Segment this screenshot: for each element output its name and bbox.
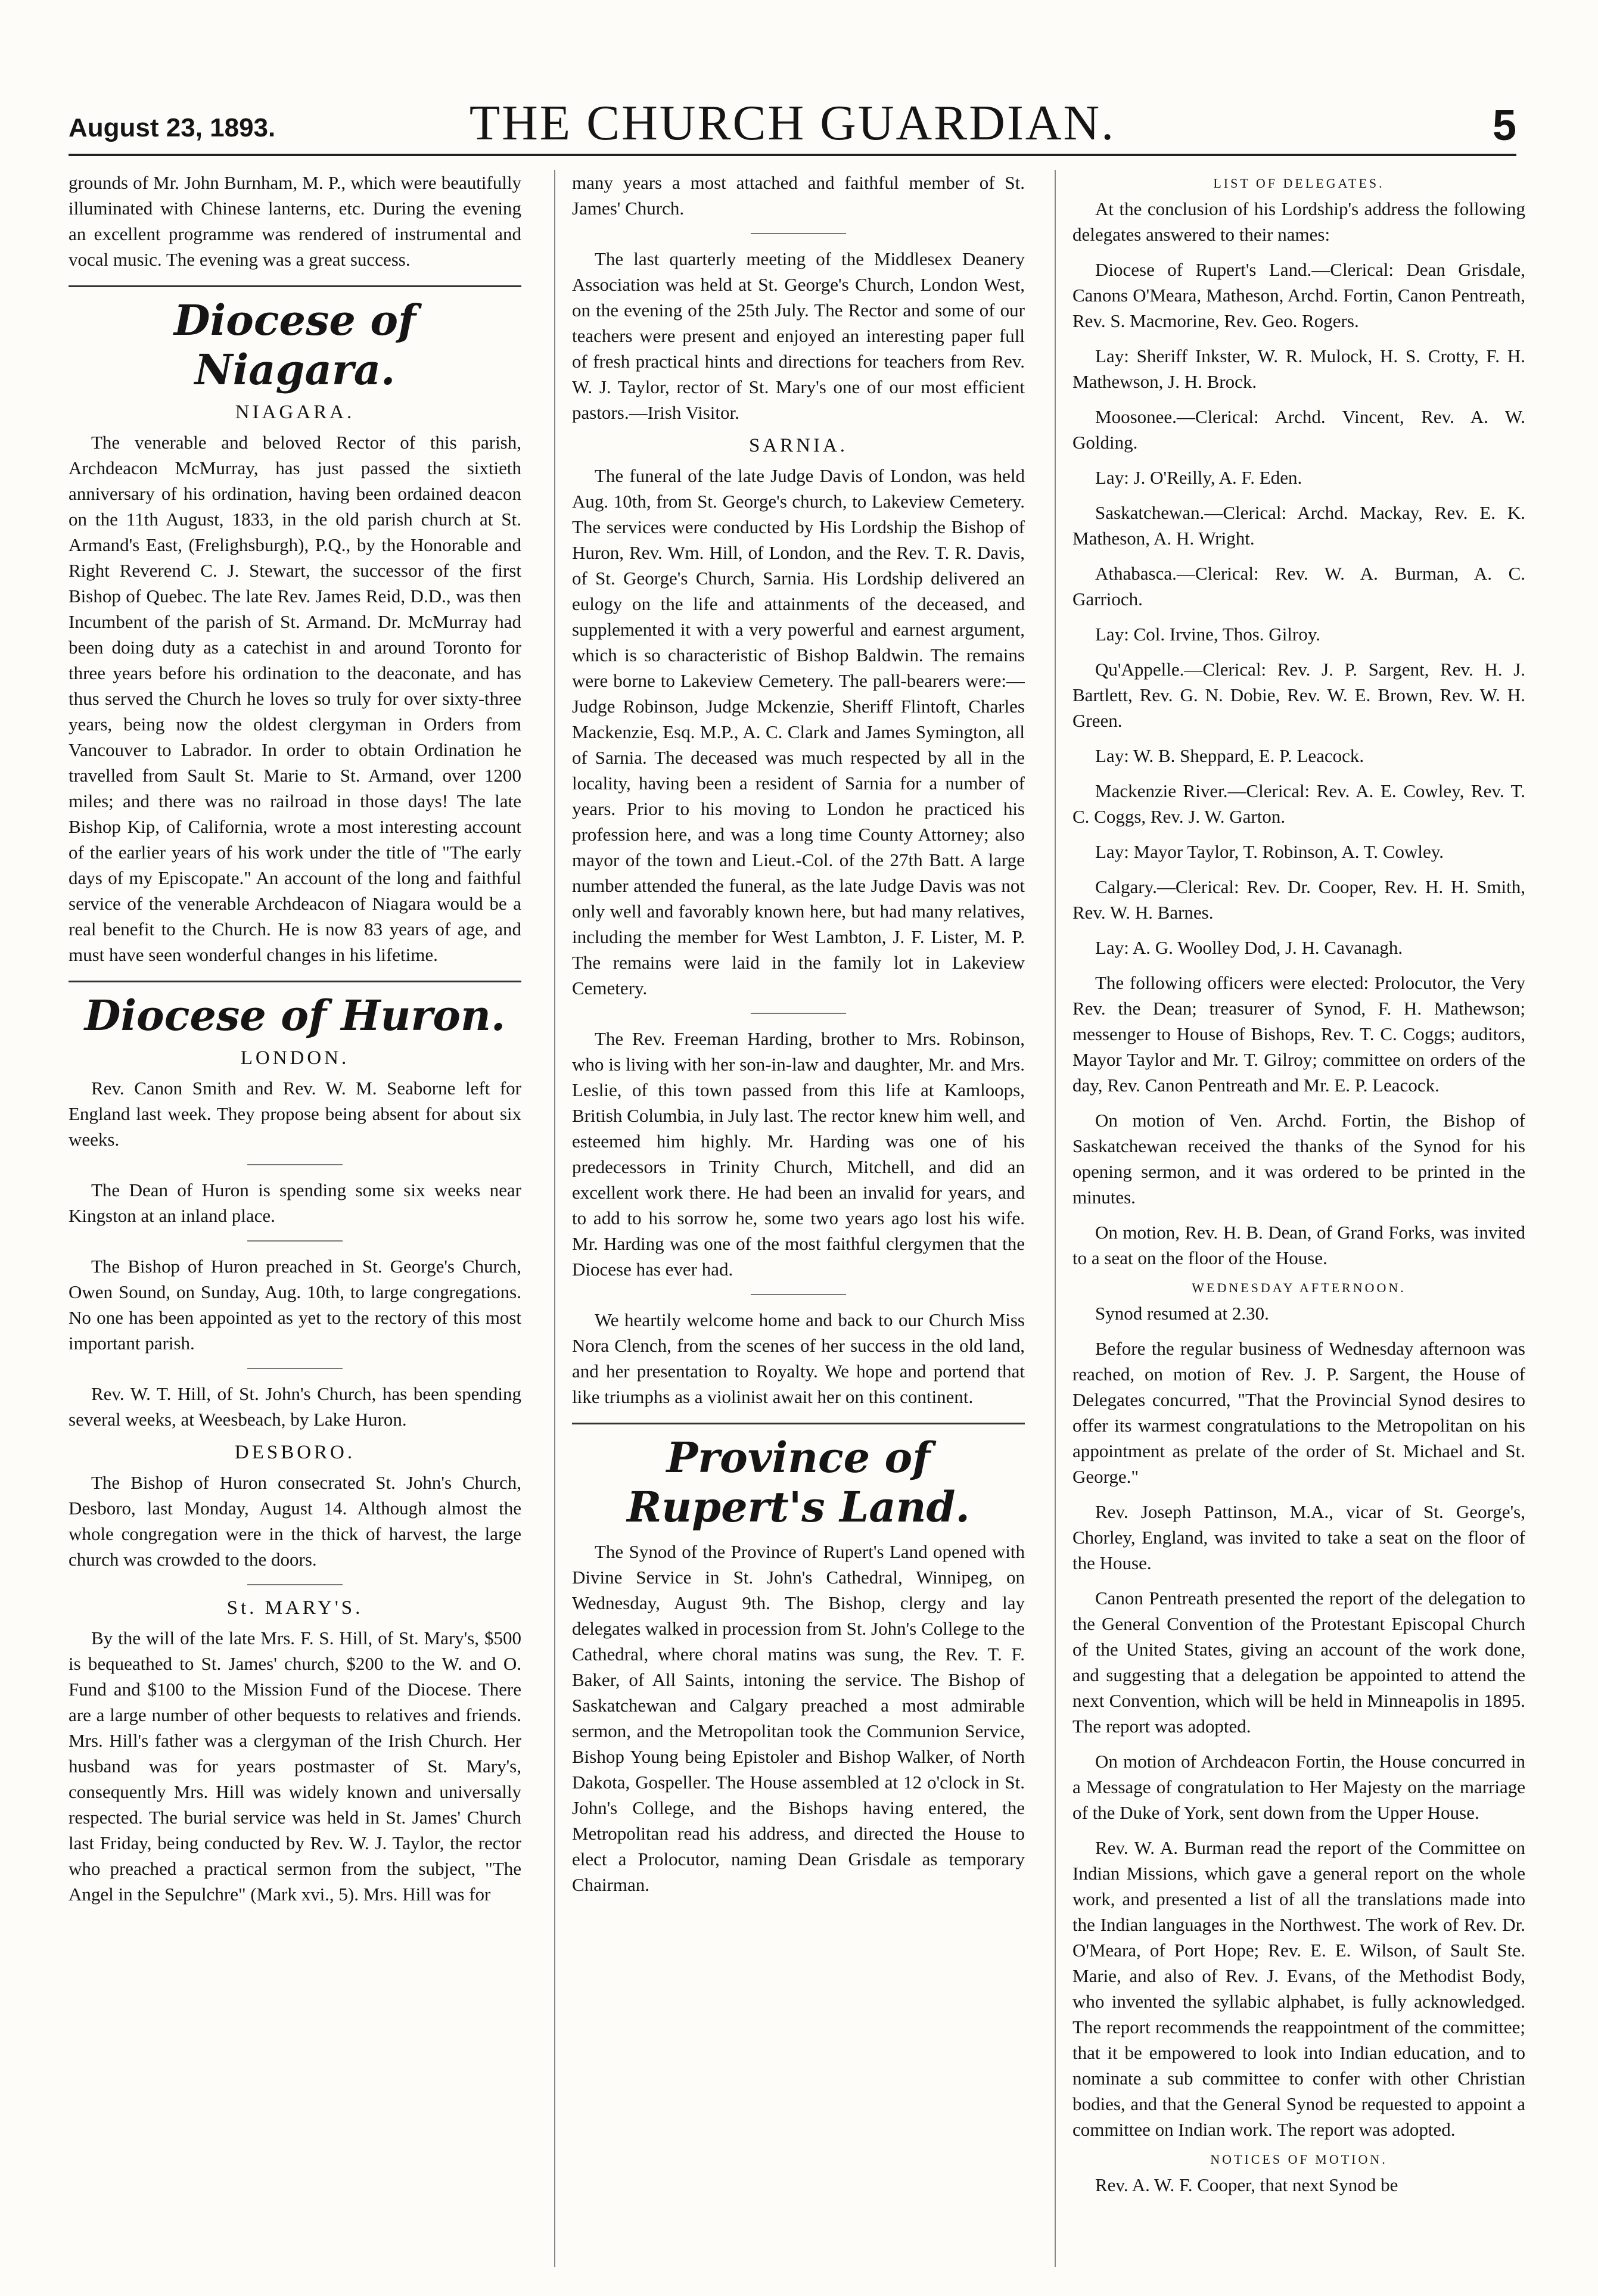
paragraph: Calgary.—Clerical: Rev. Dr. Cooper, Rev. H. H. Smith, Rev. W. H. Barnes.	[1072, 876, 1525, 923]
paragraph: The following officers were elected: Prolocutor, the Very Rev. the Dean; treasurer of Synod, F. H. Mathewson; messenger to House of Bishops, Rev. T. C. Coggs; auditors, Mayor Taylor and Mr. T. Gilroy; committee on orders of the day, Rev. Canon Pentreath and Mr. E. P. Leacock.	[1072, 972, 1525, 1096]
column-rule	[554, 170, 555, 2267]
separator	[751, 1013, 846, 1014]
paragraph: Athabasca.—Clerical: Rev. W. A. Burman, A. C. Garrioch.	[1072, 563, 1525, 609]
paragraph: Qu'Appelle.—Clerical: Rev. J. P. Sargent, Rev. H. J. Bartlett, Rev. G. N. Dobie, Rev. W. E. Brown, Rev. W. H. Green.	[1072, 659, 1525, 731]
paragraph: Before the regular business of Wednesday afternoon was reached, on motion of Rev. J. P. Sargent, the House of Delegates concurred, "That the Provincial Synod desires to offer its warmest congratulations to the Metropolitan on his appointment as prelate of the order of St. Michael and St. George."	[1072, 1338, 1525, 1487]
paragraph: Lay: Mayor Taylor, T. Robinson, A. T. Cowley.	[1095, 841, 1444, 862]
place-heading: St. MARY'S.	[226, 1597, 363, 1619]
paragraph: Synod resumed at 2.30.	[1095, 1303, 1269, 1324]
section-heading: Province of Rupert's Land.	[572, 1423, 1025, 1532]
paragraph: The venerable and beloved Rector of this parish, Archdeacon McMurray, has just passed the sixtieth anniversary of his ordination, having been ordained deacon on the 11th August, 1833, in the old parish church at St. Armand's East, (Frelighsburgh), P.Q., by the Honorable and Right Reverend C. J. Stewart, the successor of the first Bishop of Quebec. The late Rev. James Reid, D.D., was then Incumbent of the parish of St. Armand. Dr. McMurray had been doing duty as a catechist in and around Toronto for three years before his ordination to the deaconate, and has thus served the Church he loves so truly for over sixty-three years, being now the oldest clergyman in Orders from Vancouver to Labrador. In order to obtain Ordination he travelled from Sault St. Marie to St. Armand, over 1200 miles; and there was no railroad in those days! The late Bishop Kip, of California, wrote a most interesting account of the earlier years of his work under the title of "The early days of my Episcopate." An account of the long and faithful service of the venerable Archdeacon of Niagara would be a real benefit to the Church. He is now 83 years of age, and must have seen wonderful changes in his lifetime.	[69, 432, 521, 965]
paragraph: Lay: W. B. Sheppard, E. P. Leacock.	[1095, 745, 1364, 766]
paragraph: Rev. Joseph Pattinson, M.A., vicar of St. George's, Chorley, England, was invited to take a seat on the floor of the House.	[1072, 1501, 1525, 1573]
paragraph: Saskatchewan.—Clerical: Archd. Mackay, Rev. E. K. Matheson, A. H. Wright.	[1072, 502, 1525, 549]
column-1	[69, 170, 521, 2267]
masthead	[69, 83, 1516, 173]
issue-date: August 23, 1893.	[69, 113, 276, 142]
place-heading: NIAGARA.	[235, 402, 355, 423]
column-3	[1072, 170, 1525, 2267]
paragraph: grounds of Mr. John Burnham, M. P., which were beautifully illuminated with Chinese lanterns, etc. During the evening an excellent programme was rendered of instrumental and vocal music. The evening was a great success.	[69, 172, 521, 270]
place-heading: LONDON.	[240, 1047, 350, 1069]
paragraph: The funeral of the late Judge Davis of London, was held Aug. 10th, from St. George's church, to Lakeview Cemetery. The services were conducted by His Lordship the Bishop of Huron, Rev. Wm. Hill, of London, and the Rev. T. R. Davis, of St. George's Church, Sarnia. His Lordship delivered an eulogy on the life and attainments of the deceased, and supplemented it with a very powerful and earnest argument, which is so characteristic of Bishop Baldwin. The remains were borne to Lakeview Cemetery. The pall-bearers were:—Judge Robinson, Judge Mckenzie, Sheriff Flintoft, Charles Mackenzie, Esq. M.P., A. C. Clark and James Symington, all of Sarnia. The deceased was much respected by all in the locality, having been a resident of Sarnia for a number of years. Prior to his moving to London he practiced his profession here, and was a long time County Attorney; also mayor of the town and Lieut.-Col. of the 27th Batt. A large number attended the funeral, as the late Judge Davis was not only well and favorably known here, but had many relatives, including the member for West Lambton, J. F. Lister, M. P. The remains were laid in the family lot in Lakeview Cemetery.	[572, 465, 1025, 998]
paragraph: The last quarterly meeting of the Middlesex Deanery Association was held at St. George's Church, London West, on the evening of the 25th July. The Rector and some of our teachers were present and enjoyed an interesting paper full of fresh practical hints and directions for teachers from Rev. W. J. Taylor, rector of St. Mary's one of our most efficient pastors.—Irish Visitor.	[572, 248, 1025, 423]
paragraph: Lay: J. O'Reilly, A. F. Eden.	[1095, 467, 1302, 488]
place-heading: SARNIA.	[748, 435, 848, 456]
column-rule	[1055, 170, 1056, 2267]
paragraph: By the will of the late Mrs. F. S. Hill, of St. Mary's, $500 is bequeathed to St. James' church, $200 to the W. and O. Fund and $100 to the Mission Fund of the Diocese. There are a large number of other bequests to relatives and friends. Mrs. Hill's father was a clergyman of the Irish Church. Her husband was for years postmaster of St. Mary's, consequently Mrs. Hill was widely known and universally respected. The burial service was held in St. James' Church last Friday, being conducted by Rev. W. J. Taylor, the rector who preached a practical sermon from the subject, "The Angel in the Sepulchre" (Mark xvi., 5). Mrs. Hill was for	[69, 1628, 521, 1905]
paragraph: Canon Pentreath presented the report of the delegation to the General Convention of the Protestant Episcopal Church of the United States, giving an account of the work done, and suggesting that a delegation be appointed to attend the next Convention, which will be held in Minneapolis in 1895. The report was adopted.	[1072, 1588, 1525, 1737]
paragraph: The Bishop of Huron preached in St. George's Church, Owen Sound, on Sunday, Aug. 10th, to large congregations. No one has been appointed as yet to the rectory of this most important parish.	[69, 1256, 521, 1354]
newspaper-title: THE CHURCH GUARDIAN.	[469, 95, 1116, 151]
paragraph: We heartily welcome home and back to our Church Miss Nora Clench, from the scenes of her success in the old land, and her presentation to Royalty. We hope and portend that like triumphs as a violinist await her on this continent.	[572, 1309, 1025, 1407]
paragraph: many years a most attached and faithful member of St. James' Church.	[572, 172, 1025, 219]
paragraph: The Synod of the Province of Rupert's Land opened with Divine Service in St. John's Cathedral, Winnipeg, on Wednesday, August 9th. The Bishop, clergy and lay delegates walked in procession from St. John's College to the Cathedral, where choral matins was sung, the Rev. T. F. Baker, of All Saints, intoning the service. The Bishop of Saskatchewan and Calgary preached a most admirable sermon, and the Metropolitan took the Communion Service, Bishop Young being Epistoler and Bishop Walker, of North Dakota, Gospeller. The House assembled at 12 o'clock in St. John's College, and the Bishops having entered, the Metropolitan read his address, and directed the House to elect a Prolocutor, naming Dean Grisdale as temporary Chairman.	[572, 1541, 1025, 1895]
paragraph: The Rev. Freeman Harding, brother to Mrs. Robinson, who is living with her son-in-law and daughter, Mr. and Mrs. Leslie, of this town passed from this life at Kamloops, British Columbia, in July last. The rector knew him well, and esteemed him highly. Mr. Harding was one of his predecessors in Trinity Church, Mitchell, and did an excellent work there. He had been an invalid for years, and to add to his sorrow he, some two years ago lost his wife. Mr. Harding was one of the most faithful clergymen that the Diocese has ever had.	[572, 1028, 1025, 1280]
paragraph: Rev. Canon Smith and Rev. W. M. Seaborne left for England last week. They propose being absent for about six weeks.	[69, 1078, 521, 1150]
subheading: WEDNESDAY AFTERNOON.	[1192, 1280, 1406, 1295]
paragraph: Lay: Col. Irvine, Thos. Gilroy.	[1095, 624, 1320, 645]
paragraph: At the conclusion of his Lordship's address the following delegates answered to their names:	[1072, 198, 1525, 245]
subheading: LIST OF DELEGATES.	[1213, 176, 1385, 191]
place-heading: DESBORO.	[234, 1442, 356, 1463]
column-2	[572, 170, 1025, 2267]
paragraph: Rev. W. A. Burman read the report of the Committee on Indian Missions, which gave a general report on the whole work, and presented a list of all the translations made into the Indian languages in the Northwest. The work of Rev. Dr. O'Meara, of Port Hope; Rev. E. E. Wilson, of Sault Ste. Marie, and also of Rev. J. Evans, of the Methodist Body, who invented the syllabic alphabet, is fully acknowledged. The report recommends the reappointment of the committee; that it be empowered to look into Indian education, and to nominate a sub committee to confer with other Christian bodies, and that the General Synod be requested to appoint a committee on Indian work. The report was adopted.	[1072, 1837, 1525, 2140]
page-number: 5	[1492, 102, 1516, 150]
section-heading: Diocese of Huron.	[69, 981, 521, 1040]
section-heading: Diocese of Niagara.	[69, 285, 521, 394]
paragraph: Rev. A. W. F. Cooper, that next Synod be	[1095, 2174, 1398, 2195]
paragraph: On motion, Rev. H. B. Dean, of Grand Forks, was invited to a seat on the floor of the House.	[1072, 1222, 1525, 1268]
header-rule	[69, 154, 1516, 156]
paragraph: The Bishop of Huron consecrated St. John's Church, Desboro, last Monday, August 14. Although almost the whole congregation were in the thick of harvest, the large church was crowded to the doors.	[69, 1472, 521, 1570]
paragraph: Rev. W. T. Hill, of St. John's Church, has been spending several weeks, at Weesbeach, by Lake Huron.	[69, 1383, 521, 1430]
separator	[247, 1240, 343, 1242]
paragraph: Moosonee.—Clerical: Archd. Vincent, Rev. A. W. Golding.	[1072, 406, 1525, 453]
separator	[751, 233, 846, 234]
separator	[247, 1164, 343, 1165]
subheading: NOTICES OF MOTION.	[1210, 2152, 1388, 2167]
paragraph: On motion of Archdeacon Fortin, the House concurred in a Message of congratulation to Her Majesty on the marriage of the Duke of York, sent down from the Upper House.	[1072, 1751, 1525, 1823]
separator	[751, 1294, 846, 1295]
paragraph: Mackenzie River.—Clerical: Rev. A. E. Cowley, Rev. T. C. Coggs, Rev. J. W. Garton.	[1072, 780, 1525, 827]
separator	[247, 1368, 343, 1369]
paragraph: Diocese of Rupert's Land.—Clerical: Dean Grisdale, Canons O'Meara, Matheson, Archd. Fortin, Canon Pentreath, Rev. S. Macmorine, Rev. Geo. Rogers.	[1072, 259, 1525, 331]
separator	[247, 1584, 343, 1585]
paragraph: On motion of Ven. Archd. Fortin, the Bishop of Saskatchewan received the thanks of the Synod for his opening sermon, and it was ordered to be printed in the minutes.	[1072, 1110, 1525, 1208]
paragraph: The Dean of Huron is spending some six weeks near Kingston at an inland place.	[69, 1180, 521, 1226]
paragraph: Lay: A. G. Woolley Dod, J. H. Cavanagh.	[1095, 937, 1403, 958]
paragraph: Lay: Sheriff Inkster, W. R. Mulock, H. S. Crotty, F. H. Mathewson, J. H. Brock.	[1072, 346, 1525, 392]
